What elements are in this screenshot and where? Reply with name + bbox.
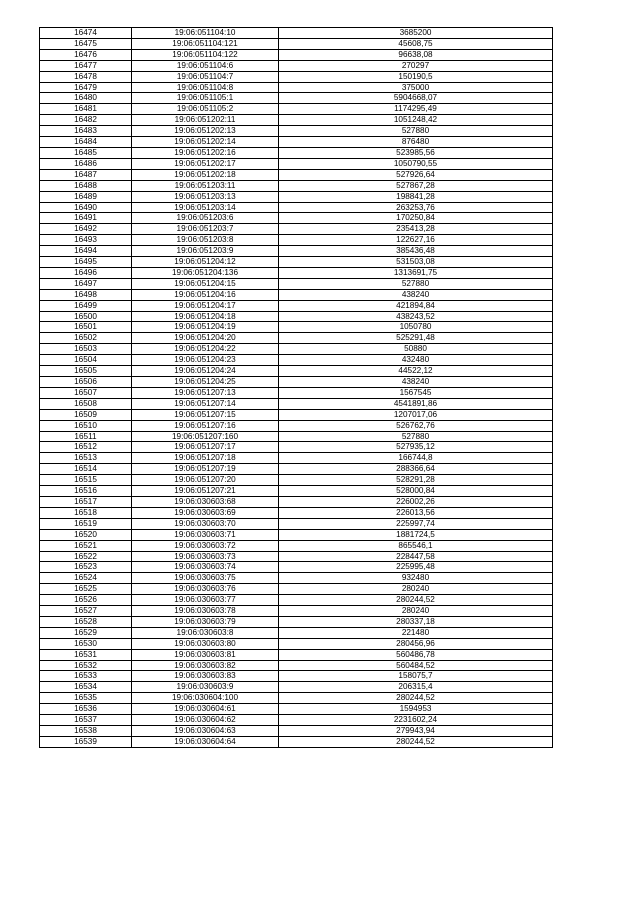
cadastral-number-cell: 19:06:051203:13 bbox=[132, 191, 279, 202]
row-number-cell: 16497 bbox=[40, 278, 132, 289]
cadastral-number-cell: 19:06:051204:18 bbox=[132, 311, 279, 322]
cadastral-number-cell: 19:06:051202:13 bbox=[132, 126, 279, 137]
cadastral-number-cell: 19:06:030604:100 bbox=[132, 693, 279, 704]
value-cell: 225997,74 bbox=[279, 518, 553, 529]
table-row bbox=[40, 257, 553, 268]
table-row bbox=[40, 507, 553, 518]
value-cell: 228447,58 bbox=[279, 551, 553, 562]
value-cell: 96638,08 bbox=[279, 49, 553, 60]
table-row bbox=[40, 267, 553, 278]
table-row bbox=[40, 562, 553, 573]
table-row bbox=[40, 453, 553, 464]
row-number-cell: 16498 bbox=[40, 289, 132, 300]
table-row bbox=[40, 398, 553, 409]
cadastral-number-cell: 19:06:030604:64 bbox=[132, 736, 279, 747]
cadastral-number-cell: 19:06:051204:17 bbox=[132, 300, 279, 311]
table-row bbox=[40, 366, 553, 377]
value-cell: 531503,08 bbox=[279, 257, 553, 268]
row-number-cell: 16486 bbox=[40, 158, 132, 169]
table-body bbox=[40, 28, 553, 748]
row-number-cell: 16518 bbox=[40, 507, 132, 518]
value-cell: 527867,28 bbox=[279, 180, 553, 191]
row-number-cell: 16504 bbox=[40, 355, 132, 366]
row-number-cell: 16488 bbox=[40, 180, 132, 191]
row-number-cell: 16487 bbox=[40, 169, 132, 180]
cadastral-number-cell: 19:06:051204:19 bbox=[132, 322, 279, 333]
table-row bbox=[40, 660, 553, 671]
value-cell: 170250,84 bbox=[279, 213, 553, 224]
value-cell: 438240 bbox=[279, 289, 553, 300]
cadastral-number-cell: 19:06:051207:14 bbox=[132, 398, 279, 409]
table-row bbox=[40, 715, 553, 726]
cadastral-number-cell: 19:06:051104:6 bbox=[132, 60, 279, 71]
cadastral-number-cell: 19:06:030603:78 bbox=[132, 606, 279, 617]
cadastral-number-cell: 19:06:051202:14 bbox=[132, 137, 279, 148]
table-row bbox=[40, 496, 553, 507]
row-number-cell: 16496 bbox=[40, 267, 132, 278]
cadastral-number-cell: 19:06:030603:71 bbox=[132, 529, 279, 540]
data-table bbox=[39, 27, 553, 748]
row-number-cell: 16481 bbox=[40, 104, 132, 115]
row-number-cell: 16477 bbox=[40, 60, 132, 71]
cadastral-number-cell: 19:06:051204:23 bbox=[132, 355, 279, 366]
value-cell: 1207017,06 bbox=[279, 409, 553, 420]
value-cell: 3685200 bbox=[279, 28, 553, 39]
cadastral-number-cell: 19:06:051204:25 bbox=[132, 377, 279, 388]
value-cell: 527880 bbox=[279, 278, 553, 289]
value-cell: 226002,26 bbox=[279, 496, 553, 507]
cadastral-number-cell: 19:06:030603:70 bbox=[132, 518, 279, 529]
row-number-cell: 16506 bbox=[40, 377, 132, 388]
row-number-cell: 16508 bbox=[40, 398, 132, 409]
table-row bbox=[40, 28, 553, 39]
value-cell: 560486,78 bbox=[279, 649, 553, 660]
row-number-cell: 16492 bbox=[40, 224, 132, 235]
value-cell: 1594953 bbox=[279, 704, 553, 715]
cadastral-number-cell: 19:06:030603:81 bbox=[132, 649, 279, 660]
value-cell: 4541891,86 bbox=[279, 398, 553, 409]
cadastral-number-cell: 19:06:051202:18 bbox=[132, 169, 279, 180]
table-row bbox=[40, 595, 553, 606]
cadastral-number-cell: 19:06:030603:73 bbox=[132, 551, 279, 562]
value-cell: 528000,84 bbox=[279, 486, 553, 497]
cadastral-number-cell: 19:06:051104:122 bbox=[132, 49, 279, 60]
value-cell: 1313691,75 bbox=[279, 267, 553, 278]
table-row bbox=[40, 420, 553, 431]
table-row bbox=[40, 486, 553, 497]
cadastral-number-cell: 19:06:051207:17 bbox=[132, 442, 279, 453]
table-row bbox=[40, 82, 553, 93]
value-cell: 280240 bbox=[279, 584, 553, 595]
row-number-cell: 16539 bbox=[40, 736, 132, 747]
table-row bbox=[40, 344, 553, 355]
cadastral-number-cell: 19:06:051202:11 bbox=[132, 115, 279, 126]
table-row bbox=[40, 311, 553, 322]
cadastral-number-cell: 19:06:051207:160 bbox=[132, 431, 279, 442]
row-number-cell: 16534 bbox=[40, 682, 132, 693]
table-row bbox=[40, 71, 553, 82]
row-number-cell: 16489 bbox=[40, 191, 132, 202]
cadastral-number-cell: 19:06:030603:8 bbox=[132, 627, 279, 638]
row-number-cell: 16479 bbox=[40, 82, 132, 93]
value-cell: 421894,84 bbox=[279, 300, 553, 311]
table-row bbox=[40, 322, 553, 333]
value-cell: 876480 bbox=[279, 137, 553, 148]
row-number-cell: 16538 bbox=[40, 726, 132, 737]
row-number-cell: 16476 bbox=[40, 49, 132, 60]
value-cell: 221480 bbox=[279, 627, 553, 638]
value-cell: 525291,48 bbox=[279, 333, 553, 344]
table-row bbox=[40, 627, 553, 638]
row-number-cell: 16500 bbox=[40, 311, 132, 322]
table-row bbox=[40, 638, 553, 649]
table-row bbox=[40, 137, 553, 148]
table-row bbox=[40, 126, 553, 137]
cadastral-number-cell: 19:06:051204:22 bbox=[132, 344, 279, 355]
row-number-cell: 16493 bbox=[40, 235, 132, 246]
table-row bbox=[40, 147, 553, 158]
row-number-cell: 16528 bbox=[40, 616, 132, 627]
row-number-cell: 16512 bbox=[40, 442, 132, 453]
value-cell: 438240 bbox=[279, 377, 553, 388]
table-row bbox=[40, 355, 553, 366]
value-cell: 150190,5 bbox=[279, 71, 553, 82]
row-number-cell: 16513 bbox=[40, 453, 132, 464]
value-cell: 288366,64 bbox=[279, 464, 553, 475]
cadastral-number-cell: 19:06:051104:121 bbox=[132, 38, 279, 49]
cadastral-number-cell: 19:06:051203:14 bbox=[132, 202, 279, 213]
cadastral-number-cell: 19:06:051204:12 bbox=[132, 257, 279, 268]
cadastral-number-cell: 19:06:051105:2 bbox=[132, 104, 279, 115]
value-cell: 438243,52 bbox=[279, 311, 553, 322]
cadastral-number-cell: 19:06:051202:17 bbox=[132, 158, 279, 169]
row-number-cell: 16530 bbox=[40, 638, 132, 649]
row-number-cell: 16491 bbox=[40, 213, 132, 224]
cadastral-number-cell: 19:06:051204:15 bbox=[132, 278, 279, 289]
cadastral-number-cell: 19:06:051207:18 bbox=[132, 453, 279, 464]
value-cell: 225995,48 bbox=[279, 562, 553, 573]
table-row bbox=[40, 671, 553, 682]
table-row bbox=[40, 464, 553, 475]
value-cell: 280244,52 bbox=[279, 736, 553, 747]
value-cell: 527926,64 bbox=[279, 169, 553, 180]
cadastral-number-cell: 19:06:051104:10 bbox=[132, 28, 279, 39]
cadastral-number-cell: 19:06:051204:16 bbox=[132, 289, 279, 300]
value-cell: 1567545 bbox=[279, 387, 553, 398]
row-number-cell: 16536 bbox=[40, 704, 132, 715]
row-number-cell: 16535 bbox=[40, 693, 132, 704]
table-row bbox=[40, 158, 553, 169]
table-row bbox=[40, 224, 553, 235]
row-number-cell: 16483 bbox=[40, 126, 132, 137]
table-row bbox=[40, 333, 553, 344]
value-cell: 280244,52 bbox=[279, 595, 553, 606]
row-number-cell: 16520 bbox=[40, 529, 132, 540]
cadastral-number-cell: 19:06:051203:9 bbox=[132, 246, 279, 257]
value-cell: 270297 bbox=[279, 60, 553, 71]
cadastral-number-cell: 19:06:051207:19 bbox=[132, 464, 279, 475]
cadastral-number-cell: 19:06:030603:77 bbox=[132, 595, 279, 606]
value-cell: 226013,56 bbox=[279, 507, 553, 518]
value-cell: 865546,1 bbox=[279, 540, 553, 551]
table-row bbox=[40, 191, 553, 202]
table-row bbox=[40, 93, 553, 104]
row-number-cell: 16499 bbox=[40, 300, 132, 311]
value-cell: 280456,96 bbox=[279, 638, 553, 649]
value-cell: 1050790,55 bbox=[279, 158, 553, 169]
cadastral-number-cell: 19:06:051104:8 bbox=[132, 82, 279, 93]
value-cell: 1051248,42 bbox=[279, 115, 553, 126]
value-cell: 44522,12 bbox=[279, 366, 553, 377]
table-row bbox=[40, 518, 553, 529]
cadastral-number-cell: 19:06:051204:24 bbox=[132, 366, 279, 377]
row-number-cell: 16522 bbox=[40, 551, 132, 562]
row-number-cell: 16533 bbox=[40, 671, 132, 682]
table-row bbox=[40, 49, 553, 60]
row-number-cell: 16531 bbox=[40, 649, 132, 660]
value-cell: 166744,8 bbox=[279, 453, 553, 464]
value-cell: 385436,48 bbox=[279, 246, 553, 257]
value-cell: 528291,28 bbox=[279, 475, 553, 486]
value-cell: 122627,16 bbox=[279, 235, 553, 246]
value-cell: 523985,56 bbox=[279, 147, 553, 158]
value-cell: 2231602,24 bbox=[279, 715, 553, 726]
table-row bbox=[40, 442, 553, 453]
cadastral-number-cell: 19:06:030604:63 bbox=[132, 726, 279, 737]
cadastral-number-cell: 19:06:051203:8 bbox=[132, 235, 279, 246]
value-cell: 432480 bbox=[279, 355, 553, 366]
value-cell: 158075,7 bbox=[279, 671, 553, 682]
cadastral-number-cell: 19:06:030603:79 bbox=[132, 616, 279, 627]
value-cell: 235413,28 bbox=[279, 224, 553, 235]
table-row bbox=[40, 213, 553, 224]
cadastral-number-cell: 19:06:030603:83 bbox=[132, 671, 279, 682]
row-number-cell: 16503 bbox=[40, 344, 132, 355]
cadastral-number-cell: 19:06:051207:20 bbox=[132, 475, 279, 486]
cadastral-number-cell: 19:06:051207:21 bbox=[132, 486, 279, 497]
cadastral-number-cell: 19:06:030603:9 bbox=[132, 682, 279, 693]
row-number-cell: 16490 bbox=[40, 202, 132, 213]
cadastral-number-cell: 19:06:051203:11 bbox=[132, 180, 279, 191]
cadastral-number-cell: 19:06:030603:72 bbox=[132, 540, 279, 551]
table-row bbox=[40, 573, 553, 584]
value-cell: 1881724,5 bbox=[279, 529, 553, 540]
value-cell: 45608,75 bbox=[279, 38, 553, 49]
row-number-cell: 16482 bbox=[40, 115, 132, 126]
row-number-cell: 16529 bbox=[40, 627, 132, 638]
row-number-cell: 16521 bbox=[40, 540, 132, 551]
table-row bbox=[40, 202, 553, 213]
row-number-cell: 16537 bbox=[40, 715, 132, 726]
table-row bbox=[40, 377, 553, 388]
row-number-cell: 16501 bbox=[40, 322, 132, 333]
cadastral-number-cell: 19:06:030603:69 bbox=[132, 507, 279, 518]
table-row bbox=[40, 431, 553, 442]
cadastral-number-cell: 19:06:030603:75 bbox=[132, 573, 279, 584]
value-cell: 375000 bbox=[279, 82, 553, 93]
cadastral-number-cell: 19:06:030604:61 bbox=[132, 704, 279, 715]
cadastral-number-cell: 19:06:051204:136 bbox=[132, 267, 279, 278]
row-number-cell: 16484 bbox=[40, 137, 132, 148]
row-number-cell: 16502 bbox=[40, 333, 132, 344]
row-number-cell: 16507 bbox=[40, 387, 132, 398]
row-number-cell: 16527 bbox=[40, 606, 132, 617]
row-number-cell: 16505 bbox=[40, 366, 132, 377]
row-number-cell: 16526 bbox=[40, 595, 132, 606]
table-row bbox=[40, 649, 553, 660]
row-number-cell: 16511 bbox=[40, 431, 132, 442]
value-cell: 263253,76 bbox=[279, 202, 553, 213]
table-row bbox=[40, 475, 553, 486]
table-row bbox=[40, 726, 553, 737]
row-number-cell: 16475 bbox=[40, 38, 132, 49]
table-row bbox=[40, 60, 553, 71]
value-cell: 932480 bbox=[279, 573, 553, 584]
table-row bbox=[40, 736, 553, 747]
table-row bbox=[40, 278, 553, 289]
table-row bbox=[40, 289, 553, 300]
cadastral-number-cell: 19:06:030604:62 bbox=[132, 715, 279, 726]
table-row bbox=[40, 682, 553, 693]
value-cell: 279943,94 bbox=[279, 726, 553, 737]
table-row bbox=[40, 169, 553, 180]
table-row bbox=[40, 246, 553, 257]
row-number-cell: 16480 bbox=[40, 93, 132, 104]
table-row bbox=[40, 409, 553, 420]
table-row bbox=[40, 693, 553, 704]
table-row bbox=[40, 387, 553, 398]
table-row bbox=[40, 235, 553, 246]
cadastral-number-cell: 19:06:030603:74 bbox=[132, 562, 279, 573]
row-number-cell: 16519 bbox=[40, 518, 132, 529]
table-row bbox=[40, 606, 553, 617]
cadastral-number-cell: 19:06:051203:7 bbox=[132, 224, 279, 235]
row-number-cell: 16515 bbox=[40, 475, 132, 486]
value-cell: 560484,52 bbox=[279, 660, 553, 671]
row-number-cell: 16495 bbox=[40, 257, 132, 268]
value-cell: 1050780 bbox=[279, 322, 553, 333]
table-row bbox=[40, 551, 553, 562]
row-number-cell: 16474 bbox=[40, 28, 132, 39]
table-row bbox=[40, 616, 553, 627]
value-cell: 206315,4 bbox=[279, 682, 553, 693]
row-number-cell: 16494 bbox=[40, 246, 132, 257]
table-row bbox=[40, 529, 553, 540]
cadastral-number-cell: 19:06:030603:80 bbox=[132, 638, 279, 649]
table-row bbox=[40, 104, 553, 115]
value-cell: 527935,12 bbox=[279, 442, 553, 453]
table-row bbox=[40, 300, 553, 311]
row-number-cell: 16478 bbox=[40, 71, 132, 82]
cadastral-number-cell: 19:06:030603:68 bbox=[132, 496, 279, 507]
value-cell: 50880 bbox=[279, 344, 553, 355]
cadastral-number-cell: 19:06:051202:16 bbox=[132, 147, 279, 158]
table-row bbox=[40, 584, 553, 595]
table-row bbox=[40, 540, 553, 551]
row-number-cell: 16523 bbox=[40, 562, 132, 573]
row-number-cell: 16525 bbox=[40, 584, 132, 595]
value-cell: 198841,28 bbox=[279, 191, 553, 202]
value-cell: 526762,76 bbox=[279, 420, 553, 431]
row-number-cell: 16517 bbox=[40, 496, 132, 507]
cadastral-number-cell: 19:06:051207:13 bbox=[132, 387, 279, 398]
cadastral-number-cell: 19:06:051105:1 bbox=[132, 93, 279, 104]
table-row bbox=[40, 180, 553, 191]
value-cell: 280240 bbox=[279, 606, 553, 617]
value-cell: 527880 bbox=[279, 126, 553, 137]
cadastral-number-cell: 19:06:030603:82 bbox=[132, 660, 279, 671]
row-number-cell: 16514 bbox=[40, 464, 132, 475]
value-cell: 1174295,49 bbox=[279, 104, 553, 115]
table-row bbox=[40, 38, 553, 49]
table-row bbox=[40, 115, 553, 126]
row-number-cell: 16510 bbox=[40, 420, 132, 431]
cadastral-number-cell: 19:06:051207:16 bbox=[132, 420, 279, 431]
row-number-cell: 16516 bbox=[40, 486, 132, 497]
row-number-cell: 16532 bbox=[40, 660, 132, 671]
row-number-cell: 16485 bbox=[40, 147, 132, 158]
cadastral-number-cell: 19:06:051203:6 bbox=[132, 213, 279, 224]
row-number-cell: 16524 bbox=[40, 573, 132, 584]
cadastral-number-cell: 19:06:051204:20 bbox=[132, 333, 279, 344]
value-cell: 280244,52 bbox=[279, 693, 553, 704]
value-cell: 280337,18 bbox=[279, 616, 553, 627]
cadastral-number-cell: 19:06:051207:15 bbox=[132, 409, 279, 420]
value-cell: 527880 bbox=[279, 431, 553, 442]
row-number-cell: 16509 bbox=[40, 409, 132, 420]
value-cell: 5904668,07 bbox=[279, 93, 553, 104]
cadastral-number-cell: 19:06:051104:7 bbox=[132, 71, 279, 82]
cadastral-number-cell: 19:06:030603:76 bbox=[132, 584, 279, 595]
table-row bbox=[40, 704, 553, 715]
